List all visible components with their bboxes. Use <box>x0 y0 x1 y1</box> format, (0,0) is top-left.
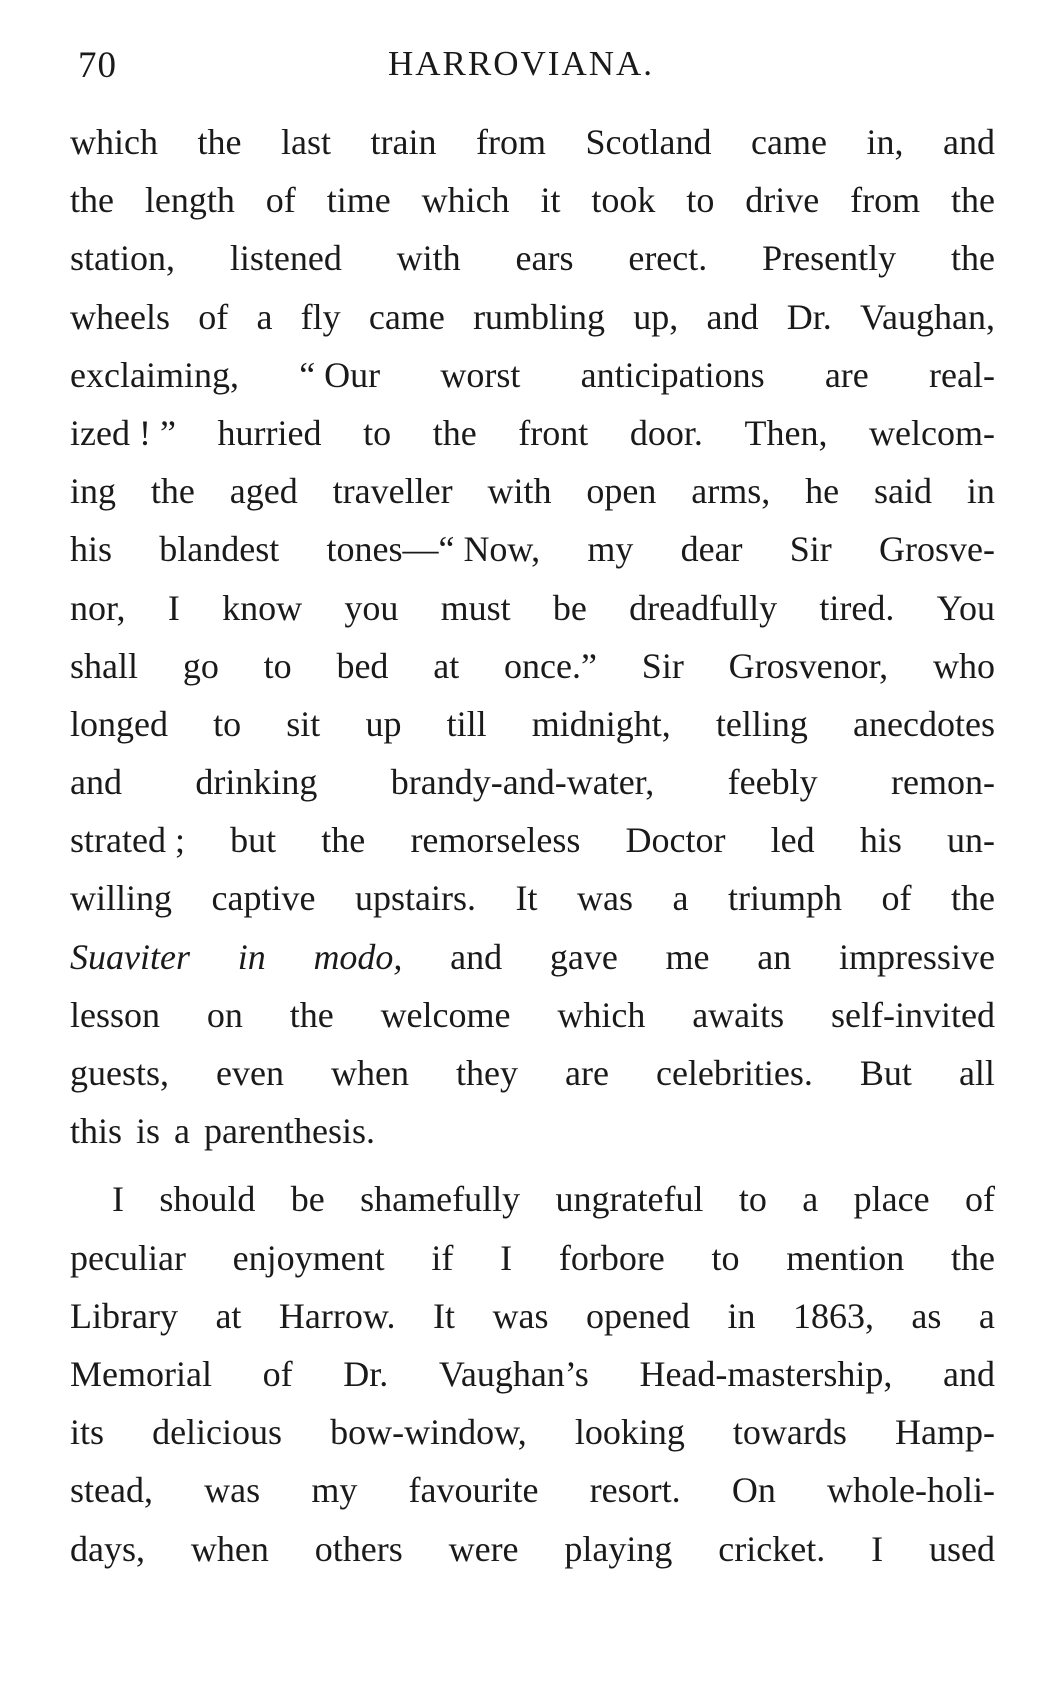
word: took <box>591 180 656 221</box>
word: the <box>951 1237 995 1278</box>
word: the <box>950 238 995 279</box>
word: and <box>706 296 759 337</box>
word: came <box>368 296 445 337</box>
word: sit <box>286 703 321 744</box>
word: anecdotes <box>853 703 995 744</box>
word: it <box>540 180 561 221</box>
word: place <box>853 1179 930 1220</box>
text-line <box>70 1229 995 1287</box>
word: upstairs. <box>354 878 476 919</box>
word: my <box>311 1470 358 1511</box>
word: the <box>150 471 195 512</box>
word: willing <box>70 878 173 919</box>
word: feebly <box>727 762 818 803</box>
word: You <box>936 587 995 628</box>
word: I <box>871 1528 884 1569</box>
word: from <box>850 180 921 221</box>
word: “ Our <box>299 354 381 395</box>
word: is <box>136 1111 161 1152</box>
word: they <box>456 1053 518 1093</box>
word: length <box>144 180 235 221</box>
word: delicious <box>152 1412 283 1453</box>
word: arms, <box>691 471 771 512</box>
text-line <box>70 811 995 869</box>
word: parenthesis. <box>204 1111 375 1152</box>
word: but <box>230 820 277 861</box>
page-header <box>78 44 993 96</box>
word: in <box>237 936 266 977</box>
word: even <box>216 1053 284 1093</box>
word: a <box>978 1295 995 1336</box>
word: the <box>321 820 366 861</box>
word: to <box>711 1237 740 1278</box>
word: to <box>263 645 292 686</box>
word: once.” <box>504 645 597 686</box>
text-line <box>70 1287 995 1345</box>
word: a <box>672 878 689 919</box>
word: Memorial <box>70 1353 212 1394</box>
word: Vaughan, <box>859 296 995 337</box>
word: welcom- <box>869 412 995 453</box>
word: train <box>370 122 437 162</box>
text-line <box>70 520 995 578</box>
word: led <box>770 820 815 861</box>
word: the <box>950 878 995 919</box>
word: when <box>331 1053 409 1093</box>
word: shamefully <box>360 1179 521 1220</box>
word: blandest <box>159 529 280 570</box>
word: door. <box>629 412 703 453</box>
word: front <box>518 412 589 453</box>
word: cricket. <box>718 1528 826 1569</box>
word: remorseless <box>410 820 581 861</box>
paragraph <box>70 1170 995 1577</box>
word: towards <box>732 1412 847 1453</box>
text-line <box>70 753 995 811</box>
word: triumph <box>727 878 842 919</box>
word: of <box>262 1353 293 1394</box>
word: was <box>204 1470 261 1511</box>
word: with <box>487 471 552 512</box>
word: listened <box>229 238 342 279</box>
word: his <box>70 529 113 570</box>
word: was <box>492 1295 549 1336</box>
word: Grosve- <box>879 529 995 570</box>
text-line <box>70 1520 995 1578</box>
word: enjoyment <box>232 1237 385 1278</box>
text-line <box>70 695 995 753</box>
word: favourite <box>408 1470 539 1511</box>
word: stead, <box>70 1470 153 1511</box>
word: must <box>440 587 511 628</box>
word: Sir <box>789 529 832 570</box>
word: Doctor <box>625 820 726 861</box>
word: erect. <box>628 238 708 279</box>
word: time <box>326 180 391 221</box>
word: exclaiming, <box>70 354 239 395</box>
word: resort. <box>589 1470 681 1511</box>
word: and <box>450 936 503 977</box>
paragraph <box>70 113 995 1160</box>
word: used <box>928 1528 995 1569</box>
word: be <box>552 587 587 628</box>
word: shall <box>70 645 138 686</box>
word: an <box>757 936 792 977</box>
word: a <box>174 1111 191 1152</box>
word: Library <box>70 1295 178 1336</box>
word: drive <box>745 180 820 221</box>
word: at <box>433 645 460 686</box>
word: Dr. <box>786 296 832 337</box>
word: the <box>432 412 477 453</box>
text-line <box>70 1102 995 1160</box>
text-line <box>70 1461 995 1519</box>
word: to <box>213 703 242 744</box>
word: its <box>70 1412 105 1453</box>
word: he <box>805 471 840 512</box>
word: the <box>70 180 114 221</box>
word: Vaughan’s <box>438 1353 589 1394</box>
word: to <box>363 412 392 453</box>
word: I <box>112 1179 124 1220</box>
word: on <box>206 994 243 1035</box>
word: peculiar <box>70 1237 186 1278</box>
text-line <box>70 404 995 462</box>
word: lesson <box>70 994 160 1035</box>
word: tired. <box>819 587 895 628</box>
word: be <box>290 1179 325 1220</box>
word: strated ; <box>70 820 185 861</box>
paragraph-gap <box>70 1160 995 1170</box>
word: to <box>686 180 715 221</box>
word: others <box>314 1528 403 1569</box>
text-line <box>70 288 995 346</box>
word: forbore <box>558 1237 665 1278</box>
word: in <box>727 1295 756 1336</box>
word: Hamp- <box>894 1412 995 1453</box>
word: ears <box>515 238 574 279</box>
word: at <box>215 1295 242 1336</box>
word: I <box>500 1237 513 1278</box>
word: Then, <box>744 412 828 453</box>
word: go <box>182 645 219 686</box>
word: in, <box>866 122 904 162</box>
word: a <box>256 296 273 337</box>
word: ized ! ” <box>70 412 176 453</box>
word: modo, <box>313 936 403 977</box>
word: mention <box>786 1237 905 1278</box>
word: guests, <box>70 1053 169 1093</box>
word: un- <box>946 820 995 861</box>
text-line <box>70 462 995 520</box>
word: bow-window, <box>330 1412 527 1453</box>
word: real- <box>929 354 995 395</box>
word: know <box>222 587 303 628</box>
word: which <box>557 994 646 1035</box>
word: me <box>665 936 710 977</box>
word: aged <box>229 471 298 512</box>
text-line <box>70 346 995 404</box>
text-line <box>70 1044 995 1102</box>
word: in <box>966 471 995 512</box>
word: worst <box>440 354 521 395</box>
word: rumbling <box>473 296 606 337</box>
word: anticipations <box>580 354 765 395</box>
word: nor, <box>70 587 126 628</box>
word: celebrities. <box>655 1053 813 1093</box>
word: hurried <box>217 412 322 453</box>
word: opened <box>585 1295 690 1336</box>
word: his <box>859 820 902 861</box>
word: the <box>197 122 242 162</box>
word: longed <box>70 703 168 744</box>
word: of <box>198 296 229 337</box>
word: dreadfully <box>629 587 778 628</box>
word: up, <box>633 296 679 337</box>
word: gave <box>549 936 618 977</box>
word: should <box>159 1179 256 1220</box>
word: 1863, <box>792 1295 874 1336</box>
word: midnight, <box>531 703 671 744</box>
word: who <box>932 645 995 686</box>
word: captive <box>211 878 316 919</box>
text-line <box>70 171 995 229</box>
word: are <box>565 1053 609 1093</box>
word: fly <box>300 296 341 337</box>
word: Sir <box>641 645 684 686</box>
word: from <box>476 122 546 162</box>
word: It <box>433 1295 456 1336</box>
word: ungrateful <box>555 1179 704 1220</box>
word: of <box>964 1179 995 1220</box>
word: telling <box>715 703 808 744</box>
word: station, <box>70 238 175 279</box>
word: awaits <box>692 994 785 1035</box>
running-title: HARROVIANA. <box>388 44 655 83</box>
body-text <box>70 113 995 1578</box>
page-number: 70 <box>78 45 117 86</box>
word: open <box>586 471 657 512</box>
word: brandy-and-water, <box>390 762 655 803</box>
word: with <box>396 238 461 279</box>
word: as <box>911 1295 942 1336</box>
word: Head-mastership, <box>639 1353 893 1394</box>
text-line <box>70 869 995 927</box>
word: came <box>751 122 827 162</box>
word: Suaviter <box>70 936 190 977</box>
word: and <box>70 762 122 803</box>
word: It <box>515 878 538 919</box>
text-line <box>70 579 995 637</box>
word: the <box>289 994 334 1035</box>
word: days, <box>70 1528 145 1569</box>
word: On <box>731 1470 776 1511</box>
word: dear <box>680 529 743 570</box>
word: and <box>943 122 995 162</box>
word: remon- <box>891 762 995 803</box>
text-line <box>70 113 995 171</box>
word: are <box>824 354 869 395</box>
text-line <box>70 229 995 287</box>
word: till <box>446 703 487 744</box>
word: to <box>738 1179 767 1220</box>
word: last <box>281 122 331 162</box>
word: of <box>265 180 296 221</box>
word: I <box>167 587 180 628</box>
word: Dr. <box>343 1353 389 1394</box>
text-line <box>70 637 995 695</box>
word: tones—“ Now, <box>326 529 541 570</box>
word: up <box>365 703 402 744</box>
text-line <box>70 1403 995 1461</box>
word: were <box>448 1528 519 1569</box>
word: of <box>881 878 912 919</box>
word: which <box>70 122 158 162</box>
word: you <box>344 587 399 628</box>
word: which <box>421 180 510 221</box>
word: and <box>943 1353 995 1394</box>
text-line <box>70 928 995 986</box>
word: ing <box>70 471 117 512</box>
word: drinking <box>195 762 318 803</box>
word: said <box>873 471 932 512</box>
text-line <box>70 1345 995 1403</box>
word: was <box>576 878 633 919</box>
word: playing <box>564 1528 673 1569</box>
word: bed <box>336 645 389 686</box>
word: Scotland <box>585 122 712 162</box>
word: But <box>859 1053 912 1093</box>
word: all <box>958 1053 995 1093</box>
word: a <box>802 1179 819 1220</box>
word: the <box>951 180 995 221</box>
word: if <box>431 1237 454 1278</box>
text-line <box>70 986 995 1044</box>
word: when <box>190 1528 269 1569</box>
word: self-invited <box>831 994 995 1035</box>
word: this <box>70 1111 123 1152</box>
word: welcome <box>380 994 511 1035</box>
word: wheels <box>70 296 170 337</box>
word: whole-holi- <box>827 1470 995 1511</box>
word: impressive <box>838 936 995 977</box>
word: Harrow. <box>278 1295 396 1336</box>
word: looking <box>574 1412 685 1453</box>
word: my <box>587 529 634 570</box>
word: traveller <box>332 471 453 512</box>
text-line <box>70 1170 995 1228</box>
word: Grosvenor, <box>728 645 889 686</box>
word: Presently <box>762 238 897 279</box>
